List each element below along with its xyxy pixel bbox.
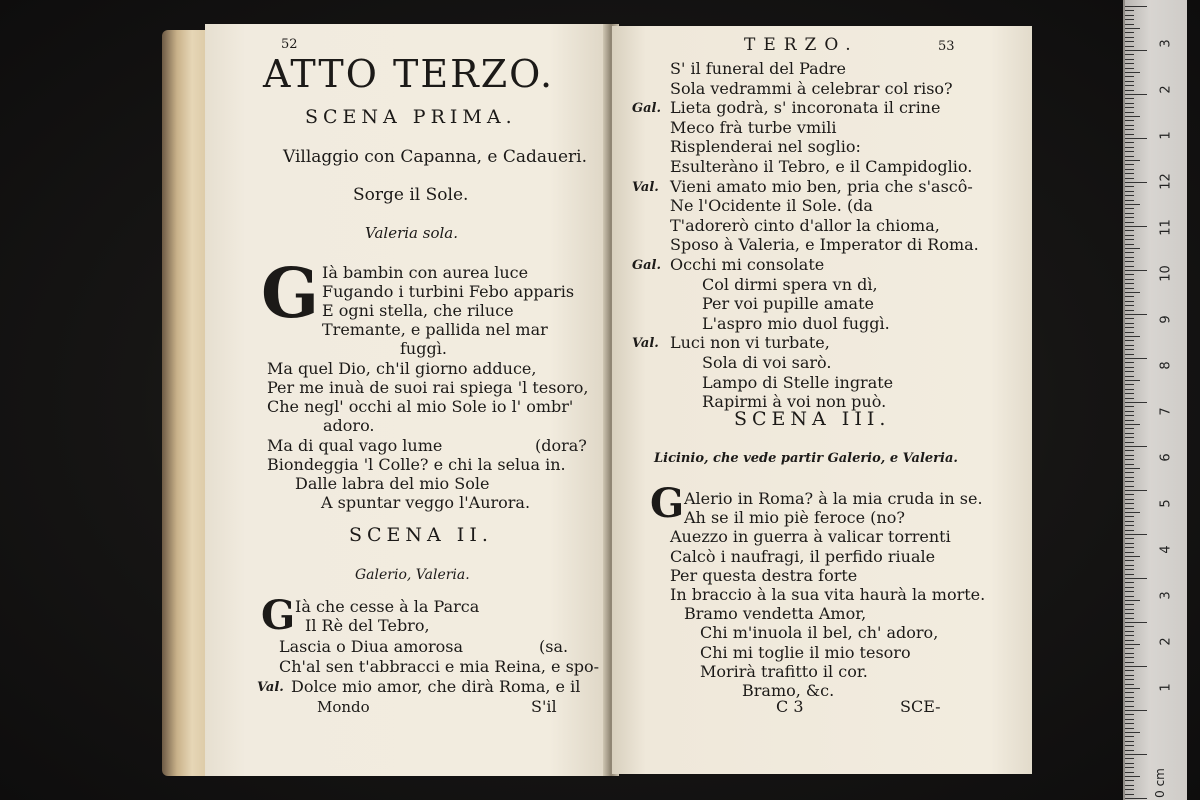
ruler-tick bbox=[1125, 688, 1140, 689]
ruler-tick bbox=[1125, 521, 1134, 522]
verse-line: Ma di qual vago lume bbox=[267, 436, 443, 455]
ruler-tick bbox=[1125, 116, 1140, 117]
verse-line: Esulteràno il Tebro, e il Campidoglio. bbox=[670, 157, 973, 176]
ruler-tick bbox=[1125, 547, 1134, 548]
ruler-tick bbox=[1125, 503, 1134, 504]
verse-line: A spuntar veggo l'Aurora. bbox=[321, 493, 531, 512]
ruler-tick bbox=[1125, 499, 1134, 500]
ruler-number: 4 bbox=[1158, 545, 1174, 554]
running-header: TERZO. bbox=[744, 35, 859, 55]
ruler-tick bbox=[1125, 138, 1147, 139]
ruler-tick bbox=[1125, 556, 1140, 557]
ruler-tick bbox=[1125, 415, 1134, 416]
ruler-tick bbox=[1125, 767, 1134, 768]
ruler-tick bbox=[1125, 714, 1134, 715]
page-number: 52 bbox=[281, 37, 298, 52]
ruler-tick bbox=[1125, 508, 1134, 509]
verse-line: Chi m'inuola il bel, ch' adoro, bbox=[700, 623, 939, 643]
ruler-tick bbox=[1125, 15, 1134, 16]
ruler-tick bbox=[1125, 644, 1140, 645]
ruler-tick bbox=[1125, 41, 1134, 42]
speaker-label: Gal. bbox=[632, 258, 661, 273]
ruler-tick bbox=[1125, 279, 1134, 280]
ruler-tick bbox=[1125, 283, 1134, 284]
ruler-tick bbox=[1125, 120, 1134, 121]
ruler-tick bbox=[1125, 424, 1140, 425]
ruler-tick bbox=[1125, 530, 1134, 531]
ruler-tick bbox=[1125, 569, 1134, 570]
ruler-tick bbox=[1125, 336, 1140, 337]
ruler-tick bbox=[1125, 631, 1134, 632]
ruler-tick bbox=[1125, 662, 1134, 663]
ruler-tick bbox=[1125, 173, 1134, 174]
ruler-tick bbox=[1125, 591, 1134, 592]
ruler-tick bbox=[1125, 648, 1134, 649]
ruler-tick bbox=[1125, 560, 1134, 561]
ruler-tick bbox=[1125, 789, 1134, 790]
ruler-tick bbox=[1125, 398, 1134, 399]
ruler-tick bbox=[1125, 204, 1140, 205]
verse-line: Lampo di Stelle ingrate bbox=[702, 372, 894, 392]
ruler-tick bbox=[1125, 301, 1134, 302]
ruler-tick bbox=[1125, 578, 1147, 579]
verse-line: Ma quel Dio, ch'il giorno adduce, bbox=[267, 359, 537, 378]
ruler-tick bbox=[1125, 248, 1140, 249]
ruler-tick bbox=[1125, 675, 1134, 676]
verse-line: In braccio à la sua vita haurà la morte. bbox=[670, 585, 986, 604]
verse-line: Vieni amato mio ben, pria che s'ascô- bbox=[670, 176, 973, 196]
verse-line: Lieta godrà, s' incoronata il crine bbox=[670, 98, 941, 118]
verse-line: Auezzo in guerra à valicar torrenti bbox=[670, 527, 951, 547]
ruler-tick bbox=[1125, 354, 1134, 355]
ruler-tick bbox=[1125, 552, 1134, 553]
ruler-tick bbox=[1125, 670, 1134, 671]
verse-line: Dolce mio amor, che dirà Roma, e il bbox=[291, 677, 581, 696]
ruler-tick bbox=[1125, 358, 1147, 359]
ruler-tick bbox=[1125, 50, 1147, 51]
ruler-tick bbox=[1125, 226, 1147, 227]
ruler-tick bbox=[1125, 37, 1134, 38]
ruler-tick bbox=[1125, 468, 1140, 469]
ruler-tick bbox=[1125, 411, 1134, 412]
ruler-tick bbox=[1125, 622, 1147, 623]
drop-capital: G bbox=[650, 480, 685, 527]
ruler-tick bbox=[1125, 794, 1134, 795]
ruler-tick bbox=[1125, 332, 1134, 333]
ruler-tick bbox=[1125, 142, 1134, 143]
ruler-tick bbox=[1125, 310, 1134, 311]
ruler-tick bbox=[1125, 191, 1134, 192]
ruler-tick bbox=[1125, 384, 1134, 385]
ruler-tick bbox=[1125, 270, 1147, 271]
scene-heading: SCENA II. bbox=[349, 524, 493, 546]
verse-line: Ah se il mio piè feroce (no? bbox=[684, 508, 905, 528]
verse-line: Rapirmi à voi non può. bbox=[702, 392, 887, 412]
speaker-label: Gal. bbox=[632, 101, 661, 117]
catchword-left: Mondo bbox=[317, 698, 370, 716]
ruler-tick bbox=[1125, 345, 1134, 346]
verse-line: L'aspro mio duol fuggì. bbox=[702, 313, 890, 333]
ruler-tick bbox=[1125, 274, 1134, 275]
ruler-tick bbox=[1125, 437, 1134, 438]
ruler-tick bbox=[1125, 600, 1140, 601]
scene-description: Licinio, che vede partir Galerio, e Valeria. bbox=[654, 451, 958, 466]
ruler-tick bbox=[1125, 340, 1134, 341]
ruler-tick bbox=[1125, 164, 1134, 165]
verse-line: E ogni stella, che riluce bbox=[322, 301, 514, 320]
verse-line: Alerio in Roma? à la mia cruda in se. bbox=[684, 489, 983, 508]
ruler-tick bbox=[1125, 296, 1134, 297]
ruler-tick bbox=[1125, 772, 1134, 773]
ruler-tick bbox=[1125, 723, 1134, 724]
ruler-tick bbox=[1125, 156, 1134, 157]
ruler-tick bbox=[1125, 635, 1134, 636]
ruler-tick bbox=[1125, 103, 1134, 104]
ruler-tick bbox=[1125, 292, 1140, 293]
ruler-tick bbox=[1125, 433, 1134, 434]
ruler-tick bbox=[1125, 494, 1134, 495]
ruler-tick bbox=[1125, 710, 1147, 711]
ruler-tick bbox=[1125, 785, 1134, 786]
ruler-tick bbox=[1125, 217, 1134, 218]
ruler-tick bbox=[1125, 406, 1134, 407]
ruler-tick bbox=[1125, 446, 1147, 447]
ruler-number: 11 bbox=[1158, 219, 1174, 236]
ruler-tick bbox=[1125, 186, 1134, 187]
ruler-tick bbox=[1125, 371, 1134, 372]
ruler-number: 6 bbox=[1158, 453, 1174, 462]
ruler-tick bbox=[1125, 288, 1134, 289]
ruler-tick bbox=[1125, 442, 1134, 443]
ruler-tick bbox=[1125, 314, 1147, 315]
stage-direction: Sorge il Sole. bbox=[353, 185, 469, 205]
ruler-tick bbox=[1125, 305, 1134, 306]
scene-heading: SCENA PRIMA. bbox=[305, 106, 517, 128]
ruler-tick bbox=[1125, 112, 1134, 113]
ruler-tick bbox=[1125, 754, 1147, 755]
ruler-tick bbox=[1125, 582, 1134, 583]
ruler-tick bbox=[1125, 609, 1134, 610]
catchword: S'il bbox=[531, 697, 557, 716]
ruler-number: 1 bbox=[1158, 131, 1174, 140]
ruler-tick bbox=[1125, 538, 1134, 539]
ruler-tick bbox=[1125, 54, 1134, 55]
ruler-tick bbox=[1125, 618, 1134, 619]
ruler-tick bbox=[1125, 208, 1134, 209]
ruler-tick bbox=[1125, 684, 1134, 685]
ruler-tick bbox=[1125, 450, 1134, 451]
measurement-ruler bbox=[1123, 0, 1187, 800]
ruler-tick bbox=[1125, 486, 1134, 487]
ruler-tick bbox=[1125, 261, 1134, 262]
ruler-tick bbox=[1125, 230, 1134, 231]
ruler-tick bbox=[1125, 323, 1134, 324]
ruler-tick bbox=[1125, 129, 1134, 130]
ruler-tick bbox=[1125, 376, 1134, 377]
verse-line: Lascia o Diua amorosa bbox=[279, 637, 464, 656]
verse-line: Risplenderai nel soglio: bbox=[670, 137, 861, 157]
character-heading: Valeria sola. bbox=[365, 224, 458, 242]
character-heading: Galerio, Valeria. bbox=[355, 567, 470, 583]
ruler-tick bbox=[1125, 798, 1147, 799]
ruler-tick bbox=[1125, 76, 1134, 77]
ruler-tick bbox=[1125, 235, 1134, 236]
ruler-tick bbox=[1125, 490, 1147, 491]
ruler-tick bbox=[1125, 151, 1134, 152]
ruler-number: 3 bbox=[1158, 39, 1174, 48]
ruler-number: 3 bbox=[1158, 591, 1174, 600]
ruler-tick bbox=[1125, 402, 1147, 403]
ruler-tick bbox=[1125, 125, 1134, 126]
verse-turnover: (dora? bbox=[535, 436, 587, 455]
ruler-number: 8 bbox=[1158, 361, 1174, 370]
verse-line: Sposo à Valeria, e Imperator di Roma. bbox=[670, 235, 979, 255]
verse-line: Biondeggia 'l Colle? e chi la selua in. bbox=[267, 455, 566, 474]
ruler-tick bbox=[1125, 393, 1134, 394]
ruler-tick bbox=[1125, 63, 1134, 64]
ruler-tick bbox=[1125, 24, 1134, 25]
ruler-tick bbox=[1125, 169, 1134, 170]
ruler-number: 12 bbox=[1158, 173, 1174, 190]
ruler-tick bbox=[1125, 732, 1140, 733]
ruler-tick bbox=[1125, 626, 1134, 627]
ruler-tick bbox=[1125, 6, 1147, 7]
verse-line: Occhi mi consolate bbox=[670, 255, 825, 274]
left-page bbox=[205, 24, 610, 776]
verse-line: Ià bambin con aurea luce bbox=[322, 263, 529, 282]
ruler-tick bbox=[1125, 134, 1134, 135]
ruler-tick bbox=[1125, 362, 1134, 363]
ruler-tick bbox=[1125, 692, 1134, 693]
ruler-tick bbox=[1125, 107, 1134, 108]
ruler-tick bbox=[1125, 380, 1140, 381]
verse-line: Per voi pupille amate bbox=[702, 294, 874, 314]
ruler-tick bbox=[1125, 90, 1134, 91]
ruler-tick bbox=[1125, 257, 1134, 258]
ruler-tick bbox=[1125, 780, 1134, 781]
ruler-tick bbox=[1125, 19, 1134, 20]
ruler-tick bbox=[1125, 657, 1134, 658]
ruler-tick bbox=[1125, 318, 1134, 319]
ruler-tick bbox=[1125, 472, 1134, 473]
verse-line: Col dirmi spera vn dì, bbox=[702, 274, 878, 294]
ruler-tick bbox=[1125, 516, 1134, 517]
verse-line: Dalle labra del mio Sole bbox=[295, 474, 490, 493]
ruler-tick bbox=[1125, 266, 1134, 267]
verse-line: T'adorerò cinto d'allor la chioma, bbox=[670, 215, 940, 235]
setting-line: Villaggio con Capanna, e Cadaueri. bbox=[283, 147, 587, 167]
drop-capital: G bbox=[261, 592, 296, 639]
ruler-tick bbox=[1125, 604, 1134, 605]
ruler-tick bbox=[1125, 182, 1147, 183]
act-title: ATTO TERZO. bbox=[263, 52, 555, 96]
ruler-tick bbox=[1125, 85, 1134, 86]
ruler-tick bbox=[1125, 178, 1134, 179]
verse-turnover: (sa. bbox=[539, 637, 569, 656]
ruler-number: 7 bbox=[1158, 407, 1174, 416]
ruler-tick bbox=[1125, 574, 1134, 575]
verse-line: Ne l'Ocidente il Sole. (da bbox=[670, 196, 873, 216]
ruler-tick bbox=[1125, 701, 1134, 702]
ruler-tick bbox=[1125, 459, 1134, 460]
ruler-tick bbox=[1125, 10, 1134, 11]
ruler-tick bbox=[1125, 200, 1134, 201]
verse-line: Bramo vendetta Amor, bbox=[684, 604, 867, 624]
ruler-tick bbox=[1125, 763, 1134, 764]
speaker-label: Val. bbox=[632, 179, 659, 195]
ruler-tick bbox=[1125, 512, 1140, 513]
ruler-number: 2 bbox=[1158, 637, 1174, 646]
ruler-tick bbox=[1125, 32, 1134, 33]
ruler-tick bbox=[1125, 367, 1134, 368]
ruler-tick bbox=[1125, 679, 1134, 680]
page-number: 53 bbox=[938, 39, 955, 54]
ruler-tick bbox=[1125, 613, 1134, 614]
ruler-tick bbox=[1125, 750, 1134, 751]
ruler-tick bbox=[1125, 81, 1134, 82]
ruler-number: 1 bbox=[1158, 683, 1174, 692]
verse-line: Morirà trafitto il cor. bbox=[700, 661, 868, 681]
ruler-tick bbox=[1125, 565, 1134, 566]
speaker-label: Val. bbox=[632, 336, 659, 352]
ruler-tick bbox=[1125, 252, 1134, 253]
verse-line: Ch'al sen t'abbracci e mia Reina, e spo- bbox=[279, 657, 600, 676]
verse-line: Meco frà turbe vmili bbox=[670, 117, 837, 137]
ruler-tick bbox=[1125, 587, 1134, 588]
ruler-tick bbox=[1125, 195, 1134, 196]
ruler-tick bbox=[1125, 776, 1140, 777]
ruler-tick bbox=[1125, 697, 1134, 698]
verse-line: Tremante, e pallida nel mar bbox=[322, 320, 548, 339]
ruler-tick bbox=[1125, 455, 1134, 456]
scene-heading: SCENA III. bbox=[734, 408, 891, 430]
verse-line: fuggì. bbox=[400, 339, 447, 358]
ruler-tick bbox=[1125, 213, 1134, 214]
verse-line: Calcò i naufragi, il perfido riuale bbox=[670, 546, 936, 566]
ruler-tick bbox=[1125, 239, 1134, 240]
ruler-tick bbox=[1125, 349, 1134, 350]
verse-line: Chi mi toglie il mio tesoro bbox=[700, 642, 911, 662]
verse-line: Per questa destra forte bbox=[670, 565, 858, 585]
ruler-tick bbox=[1125, 94, 1147, 95]
ruler-tick bbox=[1125, 653, 1134, 654]
ruler-tick bbox=[1125, 327, 1134, 328]
ruler-tick bbox=[1125, 68, 1134, 69]
ruler-tick bbox=[1125, 481, 1134, 482]
ruler-tick bbox=[1125, 98, 1134, 99]
ruler-tick bbox=[1125, 719, 1134, 720]
ruler-tick bbox=[1125, 666, 1147, 667]
verse-line: Per me inuà de suoi rai spiega 'l tesoro, bbox=[267, 378, 589, 397]
verse-line: adoro. bbox=[323, 416, 375, 435]
verse-line: Bramo, &c. bbox=[742, 681, 835, 700]
ruler-tick bbox=[1125, 222, 1134, 223]
speaker-label: Val. bbox=[257, 680, 284, 695]
ruler-tick bbox=[1125, 745, 1134, 746]
ruler-tick bbox=[1125, 741, 1134, 742]
verse-line: S' il funeral del Padre bbox=[670, 59, 847, 78]
ruler-tick bbox=[1125, 464, 1134, 465]
ruler-tick bbox=[1125, 525, 1134, 526]
ruler-tick bbox=[1125, 389, 1134, 390]
verse-line: Che negl' occhi al mio Sole io l' ombr' bbox=[267, 397, 574, 416]
verse-line: Luci non vi turbate, bbox=[670, 333, 830, 353]
drop-capital: G bbox=[261, 254, 320, 334]
ruler-tick bbox=[1125, 28, 1140, 29]
ruler-tick bbox=[1125, 147, 1134, 148]
ruler-tick bbox=[1125, 477, 1134, 478]
verse-line: Sola vedrammi à celebrar col riso? bbox=[670, 78, 953, 98]
right-page bbox=[612, 26, 1032, 774]
verse-line: Sola di voi sarò. bbox=[702, 353, 832, 372]
ruler-tick bbox=[1125, 160, 1140, 161]
ruler-number: 2 bbox=[1158, 85, 1174, 94]
ruler-tick bbox=[1125, 420, 1134, 421]
ruler-tick bbox=[1125, 244, 1134, 245]
ruler-unit-label: 0 cm bbox=[1152, 768, 1167, 798]
ruler-number: 9 bbox=[1158, 315, 1174, 324]
ruler-tick bbox=[1125, 543, 1134, 544]
ruler-tick bbox=[1125, 758, 1134, 759]
ruler-tick bbox=[1125, 640, 1134, 641]
ruler-tick bbox=[1125, 706, 1134, 707]
ruler-tick bbox=[1125, 728, 1134, 729]
ruler-number: 5 bbox=[1158, 499, 1174, 508]
ruler-tick bbox=[1125, 534, 1147, 535]
signature-mark: C 3 bbox=[776, 697, 804, 716]
verse-line: Fugando i turbini Febo apparis bbox=[322, 282, 575, 301]
ruler-number: 10 bbox=[1158, 265, 1174, 282]
ruler-tick bbox=[1125, 736, 1134, 737]
catchword: SCE- bbox=[900, 697, 941, 716]
ruler-tick bbox=[1125, 72, 1140, 73]
ruler-tick bbox=[1125, 596, 1134, 597]
ruler-tick bbox=[1125, 59, 1134, 60]
ruler-tick bbox=[1125, 428, 1134, 429]
verse-line: Ià che cesse à la Parca bbox=[295, 597, 480, 616]
ruler-tick bbox=[1125, 46, 1134, 47]
verse-line: Il Rè del Tebro, bbox=[305, 616, 430, 635]
